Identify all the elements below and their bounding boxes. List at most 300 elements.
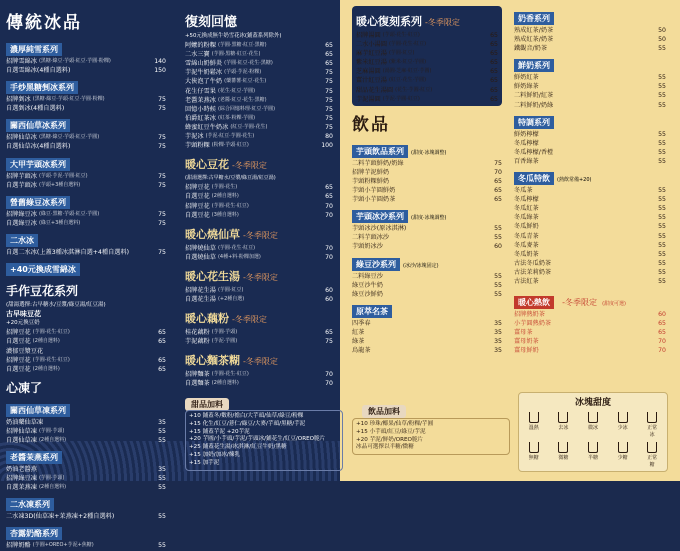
menu-item-row: [185, 50, 333, 59]
menu-item-name: 綠豆沙鮮奶: [352, 290, 383, 298]
menu-item-name: 薑汁紅豆湯: [356, 77, 387, 85]
menu-item-row: [185, 68, 333, 77]
menu-item-desc: (芋圓·紅豆): [217, 286, 244, 293]
menu-item-row: [514, 148, 666, 157]
addon-line: +25 鋪蓋花生湯/冰淇淋/紅豆牛奶/黑糖: [189, 444, 287, 451]
menu-item-price: 65: [490, 59, 498, 67]
menu-item-row: [6, 347, 166, 356]
menu-item-row: [6, 418, 166, 427]
section-header: 芋頭冰沙系列: [352, 210, 408, 223]
cup-shape: [529, 412, 539, 423]
menu-item-row: [356, 49, 498, 58]
menu-item-price: 55: [658, 214, 666, 222]
menu-item-price: 70: [325, 253, 333, 261]
cup-shape: [529, 442, 539, 453]
menu-item-row: [185, 379, 333, 388]
menu-item-price: 55: [658, 268, 666, 276]
cup-shape: [588, 412, 598, 423]
menu-item-row: [514, 337, 666, 346]
menu-item-name: 二料芋頭冰沙: [352, 234, 390, 242]
menu-item-name: 招牌熱奶茶: [514, 311, 545, 319]
menu-item-name: 芋頭冰沙(原冰淇淋): [352, 225, 407, 233]
warm-section-tag: -冬季限定: [243, 272, 278, 282]
menu-item-row: [6, 465, 166, 474]
menu-item-name: 雪綿山奶鮮炎: [185, 60, 223, 68]
menu-item-row: [514, 328, 666, 337]
menu-item-price: 55: [494, 281, 502, 289]
ice-cup-icon: [527, 412, 541, 438]
section-header: 手炒黑糖剉冰系列: [6, 81, 78, 94]
menu-item-row: [356, 95, 498, 104]
section-header: 二水冰: [6, 234, 38, 247]
menu-item-name: 鮮奶綠茶: [514, 83, 539, 91]
menu-item-row: [352, 346, 502, 355]
menu-item-row: [356, 40, 498, 49]
menu-item-row: [185, 132, 333, 141]
menu-item-desc: (4種+料·粉粿加選): [217, 253, 261, 260]
menu-item-price: 75: [325, 78, 333, 86]
menu-item-desc: (芋頭+3種自選料): [38, 181, 81, 188]
menu-item-name: 招牌剉冰: [6, 96, 31, 104]
addon-line: 冰品可選擇以半糖/微糖: [356, 444, 414, 451]
menu-item-price: 55: [658, 74, 666, 82]
menu-item-price: 65: [494, 177, 502, 185]
menu-item-price: 65: [325, 193, 333, 201]
menu-item-name: 熟成紅茶/奶茶: [514, 27, 554, 34]
cup-shape: [558, 412, 568, 423]
menu-item-row: [6, 219, 166, 228]
menu-item-price: 60: [325, 295, 333, 303]
menu-item-name: 自選雪綿冰(4種自選料): [6, 67, 71, 75]
menu-item-desc: (芋圓·芋頭): [211, 329, 238, 336]
menu-item-price: 65: [490, 77, 498, 85]
menu-item-row: [6, 181, 166, 190]
fuke-title: 復刻回憶: [185, 15, 238, 30]
menu-item-row: [6, 210, 166, 219]
menu-item-desc: (老醬·紅豆·花生·黑糖): [217, 96, 267, 103]
menu-item-name: 招牌仙草凍: [6, 427, 37, 435]
menu-item-row: [6, 365, 166, 374]
menu-item-name: 大俠泡了牛奶: [185, 78, 223, 86]
addon-line: +15 鋪蓋芋泥 +20芋泥: [189, 428, 250, 435]
section-header: 老醬茉燕系列: [6, 451, 62, 464]
menu-item-price: 75: [158, 210, 166, 218]
menu-item-name: 二水三寶: [185, 51, 210, 59]
menu-item-price: 70: [658, 347, 666, 355]
menu-item-desc: (芋圓·黑糖·紅豆·黑糖): [217, 42, 267, 49]
cup-label: 去冰: [558, 425, 569, 431]
cup-label: 溫熱: [528, 425, 539, 431]
menu-item-desc: (3種自選料): [211, 211, 239, 218]
section-header: 芋頭飲品系列: [352, 145, 408, 158]
menu-item-name: 薑母鮮奶: [514, 347, 539, 355]
menu-item-desc: (+2種自選): [217, 295, 245, 302]
warm-drink-tag: -冬季限定: [562, 298, 597, 308]
menu-item-name: 招牌湯圓: [356, 32, 381, 39]
menu-item-price: 55: [658, 83, 666, 91]
menu-item-name: 招牌豆花: [6, 356, 31, 364]
sugar-cup-icon: [556, 442, 570, 468]
warm-section-name: 暖心燒仙草: [185, 227, 240, 241]
addon-line: +15 加奶/加冰/煉乳: [189, 451, 240, 458]
traditional-ice-title: 傳統冰品: [6, 13, 82, 33]
addon-line: +20 芋泥/鮮奶/OREO脆片: [356, 436, 424, 443]
menu-item-price: 150: [154, 67, 166, 75]
menu-item-row: [6, 172, 166, 181]
menu-item-row: [514, 319, 666, 328]
ice-cup-icon: [616, 412, 630, 438]
menu-item-desc: (花生·芋圓·紅豆): [395, 86, 433, 93]
menu-item-row: [185, 77, 333, 86]
menu-item-price: 35: [494, 347, 502, 355]
menu-item-row: [514, 139, 666, 148]
menu-item-desc: (芋圓·花生·紅豆): [32, 329, 70, 336]
menu-item-row: [185, 295, 333, 304]
menu-item-name: 鐵觀音/奶茶: [514, 45, 548, 53]
section-header: 綠豆沙系列: [352, 258, 400, 271]
menu-item-row: [514, 346, 666, 355]
menu-item-desc: (紅豆·芋圓·花生): [230, 123, 268, 130]
menu-item-name: 甜品花生湯圓: [356, 86, 394, 94]
menu-item-desc: (芋圓·花生·紅豆): [388, 41, 427, 48]
menu-item-desc: (藥蕃薯·紅豆·花生): [224, 78, 267, 85]
menu-item-desc: (湯圓·芝麻·紅豆·芋圓): [382, 68, 432, 75]
menu-item-desc: (芋頭·芋泥·芋圓·紅豆): [38, 172, 88, 179]
cup-shape: [558, 442, 568, 453]
menu-item-desc: (黑糖·綠豆·芋頭·紅豆·芋圓·粉粿): [32, 96, 105, 103]
menu-item-price: 65: [158, 338, 166, 346]
menu-item-row: [6, 133, 166, 142]
section-header: 原萃名茶: [352, 305, 392, 318]
ice-sugar-title: 冰塊甜度: [574, 398, 611, 408]
menu-item-name: 招牌芋頭冰: [6, 172, 37, 180]
menu-item-price: 65: [325, 329, 333, 337]
menu-item-desc: (芋圓·花生·紅豆): [211, 202, 249, 209]
cup-label: 正常糖: [647, 455, 658, 468]
menu-item-row: [6, 104, 166, 113]
section-note: (甜度·冰塊調整): [411, 215, 447, 222]
menu-item-row: [185, 87, 333, 96]
menu-item-row: [514, 222, 666, 231]
menu-item-price: 55: [658, 277, 666, 285]
menu-item-row: [356, 58, 498, 67]
menu-item-name: 薑母奶茶: [514, 338, 539, 346]
section-header: 關西仙草凍系列: [6, 404, 70, 417]
menu-item-price: 55: [658, 148, 666, 156]
cup-shape: [647, 412, 657, 423]
menu-item-price: 55: [658, 92, 666, 100]
cup-label: 半糖: [587, 455, 598, 461]
menu-item-name: 招牌仙草冰: [6, 134, 37, 142]
menu-item-name: 熟成紅茶/奶茶: [514, 36, 554, 44]
warm-section-title: [185, 268, 333, 284]
warm-section-name: 暖心藕粉: [185, 312, 229, 326]
menu-item-name: 二料鮮奶/紅茶: [514, 92, 554, 100]
menu-item-name: 二水小湯圓: [356, 41, 387, 49]
menu-item-price: 35: [494, 328, 502, 336]
menu-item-row: [352, 224, 502, 233]
menu-item-name: 小芋圓熱奶茶: [514, 320, 552, 328]
menu-item-name: 自選豆花: [6, 365, 31, 373]
douhua-sub: 古早味豆花: [6, 310, 41, 319]
menu-item-row: [352, 281, 502, 290]
menu-item-row: [352, 337, 502, 346]
menu-item-name: 綠豆沙牛奶: [352, 281, 383, 289]
menu-item-desc: (芋頭·芋泥·粉粿): [224, 69, 262, 76]
warm-section-tag: -冬季限定: [232, 315, 267, 325]
ice-cup-icon: [645, 412, 659, 438]
cup-label: 微糖: [558, 455, 569, 461]
menu-item-row: [514, 26, 666, 35]
menu-item-price: 35: [158, 466, 166, 474]
menu-item-row: [185, 211, 333, 220]
addon-line: +15 小芋頭/紅豆/綠豆/芋泥: [356, 428, 426, 435]
sugar-cup-icon: [527, 442, 541, 468]
menu-item-row: [185, 114, 333, 123]
menu-item-desc: [43, 347, 162, 356]
douhua-sub-note: +20元換豆奶: [6, 320, 40, 327]
addon-line: +10 珍珠/椰果/仙草/粉粿/芋圓: [356, 421, 434, 427]
drinks-column: [352, 6, 502, 355]
menu-item-price: 35: [158, 418, 166, 426]
menu-item-row: [6, 512, 166, 521]
menu-item-row: [6, 66, 166, 75]
menu-item-name: 冬瓜檸檬/香橙: [514, 148, 554, 156]
menu-item-price: 70: [494, 168, 502, 176]
menu-item-row: [356, 31, 498, 40]
menu-item-row: [6, 541, 166, 550]
menu-item-row: [356, 86, 498, 95]
menu-item-price: 65: [490, 32, 498, 39]
menu-item-name: 冬瓜綠茶: [514, 214, 539, 222]
menu-item-desc: (芋圓·紅豆): [388, 50, 415, 57]
menu-item-price: 75: [158, 181, 166, 189]
menu-item-row: [514, 35, 666, 44]
menu-item-name: 薑母茶: [514, 329, 533, 337]
menu-item-price: 55: [658, 205, 666, 213]
menu-item-name: 芋頭小芋圓奶茶: [352, 196, 396, 204]
menu-item-name: 二料綠豆沙: [352, 272, 383, 280]
menu-item-price: 75: [158, 105, 166, 113]
menu-item-row: [514, 277, 666, 286]
menu-item-desc: (2種自選料): [211, 380, 239, 387]
cup-shape: [588, 442, 598, 453]
menu-item-price: 65: [325, 42, 333, 50]
menu-item-row: [514, 73, 666, 82]
menu-item-desc: (芋圓·芋頭): [38, 427, 65, 434]
menu-item-desc: (芋圓+OREO+芋泥+焦糖): [32, 542, 94, 549]
menu-item-name: 招牌花生湯: [185, 286, 216, 294]
menu-item-name: 自選豆花: [6, 338, 31, 346]
menu-item-name: 鮮奶檸檬: [514, 130, 539, 138]
ice-cup-icon: [556, 412, 570, 438]
section-header: 二水凍系列: [6, 498, 54, 511]
menu-item-desc: (黑糖·綠豆·芋頭·紅豆·芋圓·粉粿): [38, 58, 111, 64]
menu-item-price: 65: [658, 320, 666, 328]
menu-item-price: 75: [158, 96, 166, 104]
warm-section-title: [185, 310, 333, 326]
menu-item-price: 55: [658, 196, 666, 204]
menu-item-row: [6, 57, 166, 66]
menu-item-name: 芋頭粉粿鮮奶: [352, 177, 390, 185]
menu-item-row: [185, 286, 333, 295]
menu-item-name: 芋泥湯圓: [356, 95, 381, 103]
menu-item-desc: [70, 66, 150, 75]
menu-item-row: [514, 101, 666, 110]
menu-item-name: 自選茉燕凍: [6, 484, 37, 492]
menu-item-desc: (紫米·紅豆·芋圓): [388, 59, 427, 66]
section-header: +40元換成雪綿冰: [6, 263, 80, 276]
menu-item-row: [514, 213, 666, 222]
fuke-column: [185, 6, 333, 388]
menu-item-price: 75: [325, 96, 333, 104]
menu-item-row: [514, 91, 666, 100]
menu-item-row: [185, 192, 333, 201]
menu-item-name: 芋泥藕粉: [185, 338, 210, 346]
section-note: (冰沙/冰塊固定): [403, 262, 439, 269]
menu-item-name: 招牌雪綿冰: [6, 58, 37, 65]
menu-item-price: [162, 347, 166, 356]
warm-section-title: [185, 156, 333, 172]
menu-item-price: 75: [158, 134, 166, 142]
warm-revival-title: 暖心復刻系列 -冬季限定: [356, 15, 460, 28]
menu-item-price: 65: [490, 50, 498, 58]
menu-item-name: 招牌綠豆凍: [6, 475, 37, 483]
menu-item-row: [185, 105, 333, 114]
menu-item-price: 55: [658, 187, 666, 195]
menu-item-name: 自選綠豆冰: [6, 219, 37, 227]
menu-item-price: 65: [490, 86, 498, 94]
section-header: 鮮奶系列: [514, 59, 554, 72]
menu-item-name: 花生仔雪果: [185, 87, 216, 95]
menu-item-row: [514, 44, 666, 53]
menu-item-price: 65: [325, 60, 333, 68]
menu-item-desc: (紅豆·花生·芋圓): [388, 77, 427, 84]
menu-item-price: 55: [494, 234, 502, 242]
menu-item-price: 75: [325, 123, 333, 131]
milk-column: [514, 6, 666, 356]
menu-item-desc: (芋泥·紅豆·芋圓·花生): [205, 133, 255, 140]
menu-item-price: 65: [158, 329, 166, 337]
section-header: 關西仙草冰系列: [6, 119, 70, 132]
cup-label: 少糖: [617, 455, 628, 461]
menu-item-desc: (綜合回憶料理·紅豆·芋圓): [217, 105, 276, 112]
section-note: (甜度·冰塊調整): [411, 149, 447, 156]
menu-item-name: 桂花藕粉: [185, 329, 210, 337]
menu-item-price: 55: [658, 157, 666, 165]
menu-item-row: [6, 248, 166, 257]
menu-item-row: [6, 427, 166, 436]
menu-item-name: 芋泥冰: [185, 133, 204, 141]
menu-item-price: 70: [658, 338, 666, 346]
menu-item-price: 35: [494, 337, 502, 345]
menu-item-desc: (芋頭·花生·紅豆): [382, 32, 420, 38]
menu-item-row: [6, 328, 166, 337]
menu-item-price: 35: [494, 319, 502, 327]
menu-item-price: 75: [158, 219, 166, 227]
section-header: 杏露奶酪系列: [6, 527, 62, 540]
menu-item-price: 75: [325, 105, 333, 113]
menu-item-name: 紫米紅豆湯: [356, 59, 387, 67]
menu-item-price: 65: [158, 365, 166, 373]
menu-item-name: 招牌燒仙草: [185, 244, 216, 252]
menu-item-name: 古法冬瓜奶茶: [514, 259, 552, 267]
menu-item-name: 回憶小時候: [185, 105, 216, 113]
menu-item-row: [514, 310, 666, 319]
menu-item-price: 55: [494, 272, 502, 280]
menu-item-row: [356, 67, 498, 76]
menu-item-name: 芋泥牛奶鬆冰: [185, 69, 223, 77]
menu-item-row: [6, 474, 166, 483]
menu-item-name: 冬瓜紅茶: [514, 205, 539, 213]
menu-item-price: 55: [658, 130, 666, 138]
menu-item-name: 自選仙草冰(4種自選料): [6, 143, 71, 151]
menu-item-name: 招牌奶酪: [6, 542, 31, 550]
menu-item-name: 芋頭奶冰沙: [352, 243, 383, 251]
menu-item-row: [514, 82, 666, 91]
menu-item-desc: (2種自選料): [32, 338, 60, 345]
menu-item-name: 鮮奶紅茶: [514, 74, 539, 82]
cup-shape: [618, 412, 628, 423]
menu-item-price: 55: [158, 475, 166, 483]
menu-item-price: 65: [494, 187, 502, 195]
menu-item-row: [352, 233, 502, 242]
cup-shape: [618, 442, 628, 453]
menu-item-price: 75: [325, 87, 333, 95]
menu-item-row: [514, 204, 666, 213]
menu-item-name: 烏龍茶: [352, 347, 371, 355]
menu-item-row: [6, 95, 166, 104]
menu-item-name: 阿嬤的粉粿: [185, 42, 216, 50]
menu-item-row: [514, 232, 666, 241]
menu-item-desc: [114, 512, 154, 521]
menu-item-name: 奶油老醬燕: [6, 466, 37, 474]
menu-item-price: 75: [158, 248, 166, 256]
menu-item-row: [352, 168, 502, 177]
menu-item-name: 古法茉莉奶茶: [514, 268, 552, 276]
menu-item-price: 55: [658, 232, 666, 240]
menu-item-price: 55: [158, 484, 166, 492]
section-header: 冬瓜特飲: [514, 172, 554, 185]
ice-cup-icon: [586, 412, 600, 438]
menu-item-price: 55: [658, 45, 666, 53]
menu-item-price: 70: [325, 202, 333, 210]
menu-item-name: 奶油藥仙草凍: [6, 418, 44, 426]
menu-item-desc: (2種自選料): [211, 193, 239, 200]
menu-item-row: [514, 130, 666, 139]
menu-item-price: 65: [658, 329, 666, 337]
menu-item-price: 55: [658, 259, 666, 267]
warm-section-title: [185, 226, 333, 242]
menu-item-name: 自選麵茶: [185, 380, 210, 388]
menu-item-row: [352, 272, 502, 281]
menu-item-name: 自選仙草凍: [6, 436, 37, 444]
menu-item-row: [514, 186, 666, 195]
menu-item-desc: (芋圓·花生): [211, 184, 238, 191]
menu-item-desc: (2種自選料): [32, 365, 60, 372]
menu-item-desc: (黑糖·綠豆·芋頭·紅豆·芋圓): [38, 134, 100, 141]
menu-item-price: 70: [325, 244, 333, 252]
menu-item-price: 55: [658, 101, 666, 109]
menu-item-price: 70: [325, 211, 333, 219]
menu-item-row: [356, 76, 498, 85]
menu-item-desc: (粉粿·芋頭·紅豆): [211, 142, 249, 149]
menu-item-name: 招牌麵茶: [185, 371, 210, 379]
menu-item-row: [6, 483, 166, 492]
menu-item-row: [514, 250, 666, 259]
menu-item-name: 四季春: [352, 319, 371, 327]
menu-item-row: [6, 356, 166, 365]
